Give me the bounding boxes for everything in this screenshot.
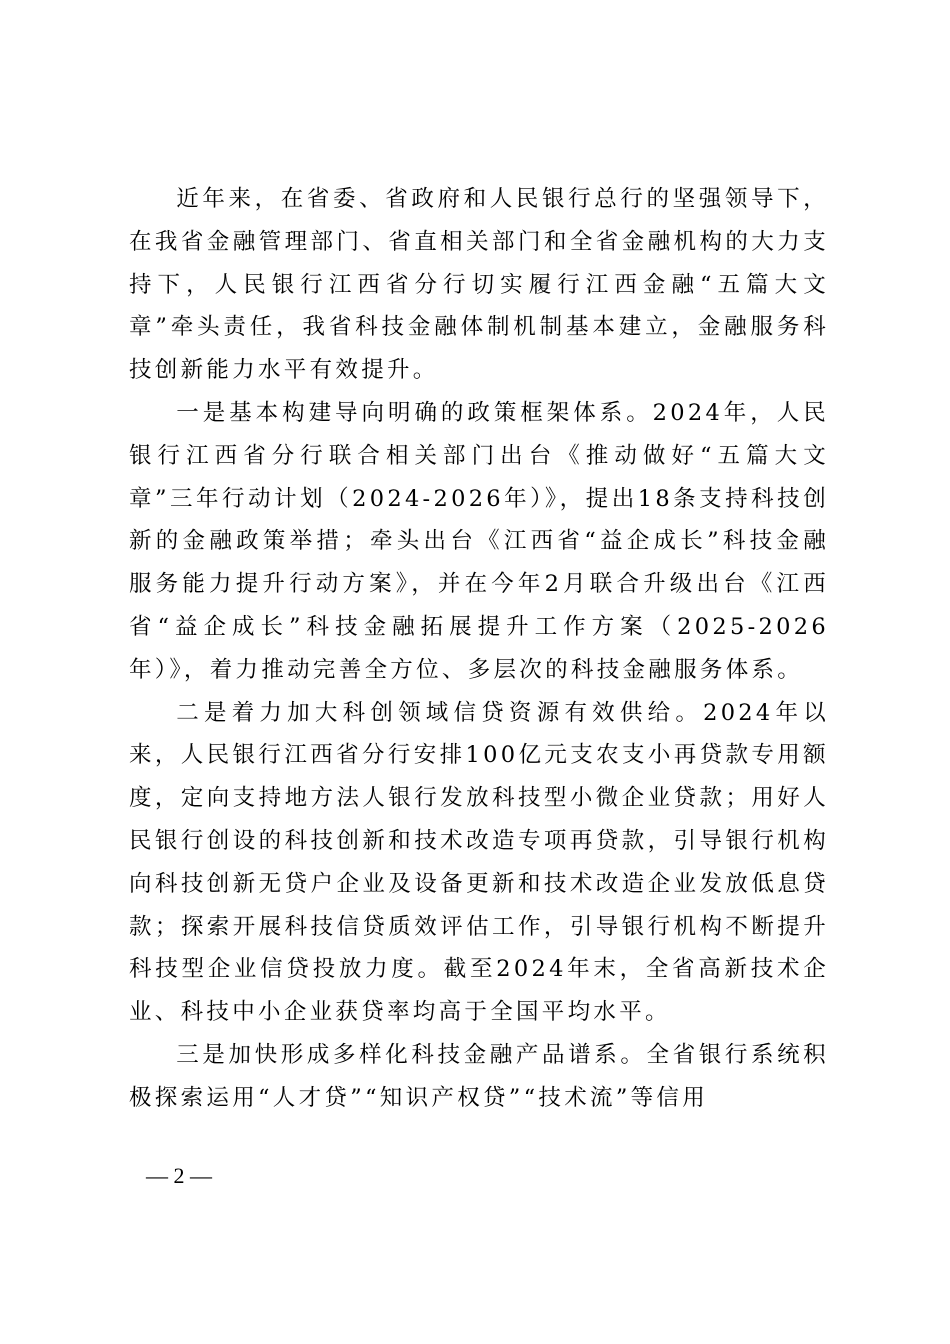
paragraph-financial-products: 三是加快形成多样化科技金融产品谱系。全省银行系统积极探索运用“人才贷”“知识产权贷”“技术流”等信用 [129, 1041, 829, 1111]
page-number: — 2 — [146, 1163, 212, 1188]
paragraph-intro: 近年来，在省委、省政府和人民银行总行的坚强领导下，在我省金融管理部门、省直相关部门和全省金融机构的大力支持下，人民银行江西省分行切实履行江西金融“五篇大文章”牵头责任，我省科技金融体制机制基本建立，金融服务科技创新能力水平有效提升。 [129, 186, 829, 384]
paragraph-policy-framework: 一是基本构建导向明确的政策框架体系。2024年，人民银行江西省分行联合相关部门出台《推动做好“五篇大文章”三年行动计划（2024-2026年）》，提出18条支持科技创新的金融政策举措；牵头出台《江西省“益企成长”科技金融服务能力提升行动方案》，并在今年2月联合升级出台《江西省“益企成长”科技金融拓展提升工作方案（2025-2026年）》，着力推动完善全方位、多层次的科技金融服务体系。 [129, 399, 829, 683]
paragraph-credit-supply: 二是着力加大科创领域信贷资源有效供给。2024年以来，人民银行江西省分行安排100亿元支农支小再贷款专用额度，定向支持地方法人银行发放科技型小微企业贷款；用好人民银行创设的科技创新和技术改造专项再贷款，引导银行机构向科技创新无贷户企业及设备更新和技术改造企业发放低息贷款；探索开展科技信贷质效评估工作，引导银行机构不断提升科技型企业信贷投放力度。截至2024年末，全省高新技术企业、科技中小企业获贷率均高于全国平均水平。 [129, 699, 829, 1026]
document-body [129, 178, 829, 1120]
